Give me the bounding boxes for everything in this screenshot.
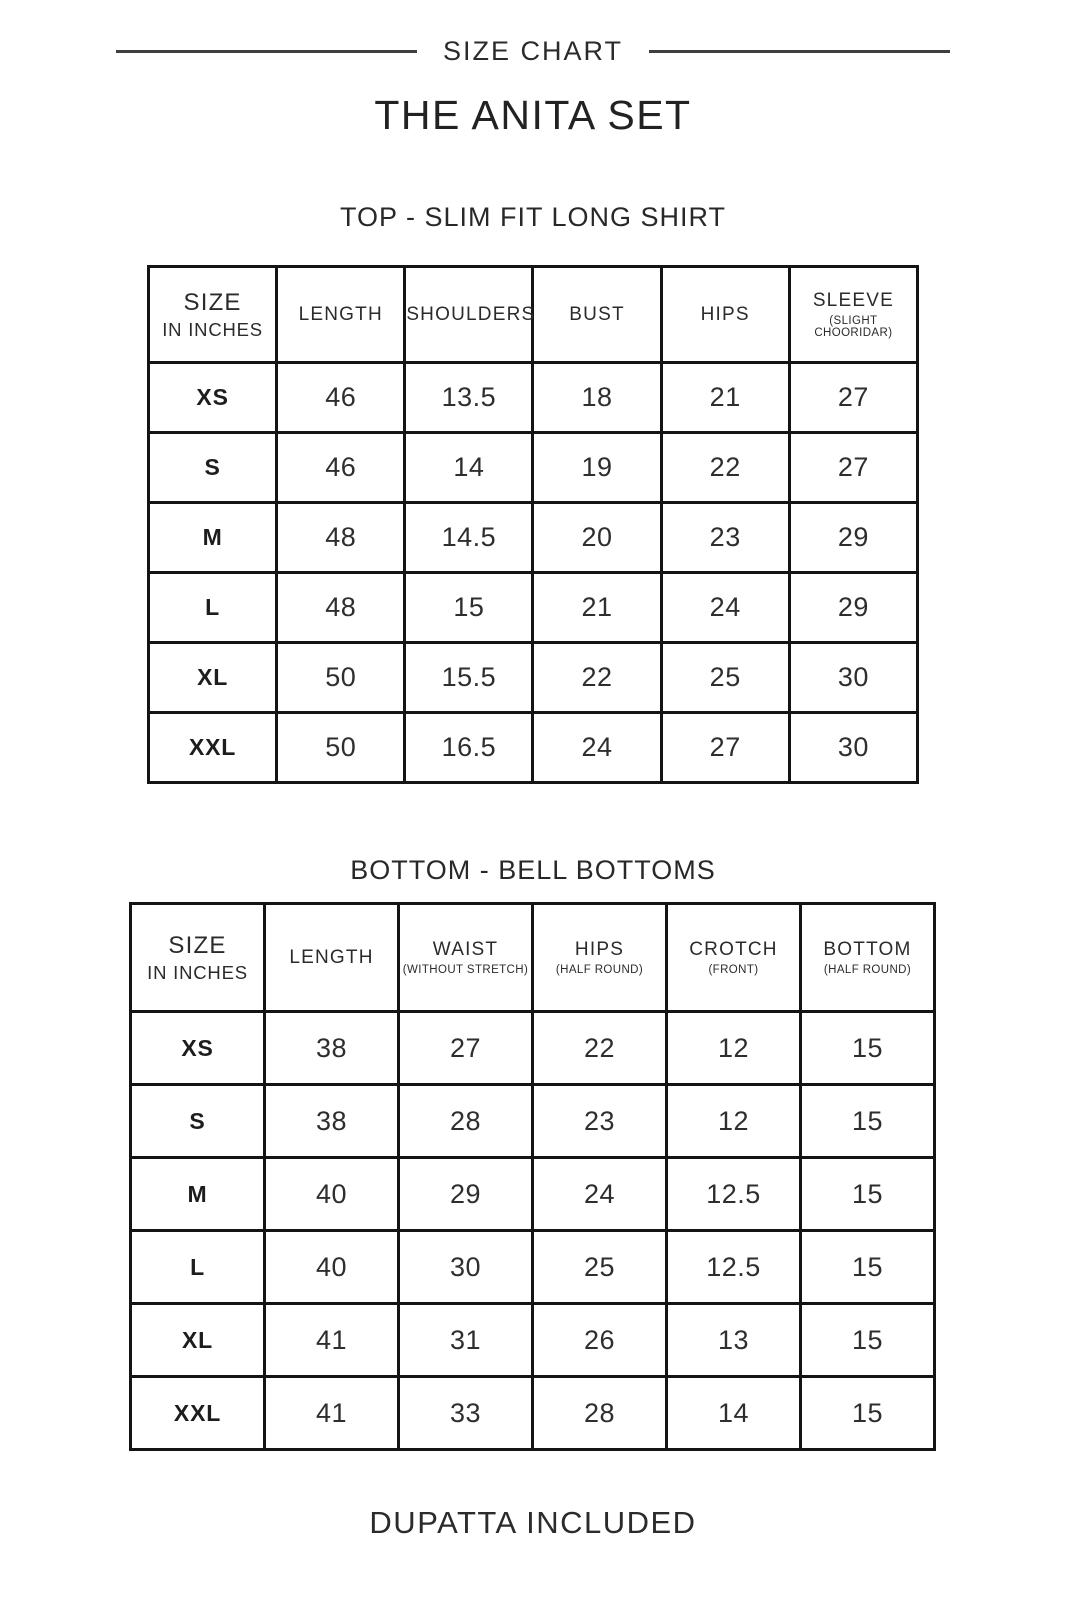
size-cell: M xyxy=(131,1158,265,1231)
measurement-cell: 38 xyxy=(265,1085,399,1158)
size-cell: XL xyxy=(131,1304,265,1377)
col-header-sublabel: IN INCHES xyxy=(147,961,248,983)
top-size-table xyxy=(147,265,919,784)
col-header-label: SHOULDERS xyxy=(406,303,536,325)
size-chart-label: SIZE CHART xyxy=(442,36,624,66)
measurement-cell: 20 xyxy=(533,503,661,573)
col-header-bottom xyxy=(801,904,935,1012)
measurement-cell: 27 xyxy=(661,713,789,783)
measurement-cell: 23 xyxy=(533,1085,667,1158)
measurement-cell: 30 xyxy=(789,713,917,783)
top-table-header xyxy=(149,267,918,363)
measurement-cell: 29 xyxy=(789,503,917,573)
measurement-cell: 50 xyxy=(277,713,405,783)
size-cell: XXL xyxy=(149,713,277,783)
col-header-label: SLEEVE xyxy=(812,290,894,311)
table-row-m xyxy=(131,1158,935,1231)
col-header-sublabel: (SLIGHT CHOORIDAR) xyxy=(814,315,893,339)
bottom-table-header xyxy=(131,904,935,1012)
measurement-cell: 30 xyxy=(789,643,917,713)
size-cell: XS xyxy=(131,1012,265,1085)
measurement-cell: 41 xyxy=(265,1304,399,1377)
col-header-sublabel: IN INCHES xyxy=(162,318,263,340)
measurement-cell: 22 xyxy=(533,1012,667,1085)
col-header-sublabel: (FRONT) xyxy=(708,964,759,976)
measurement-cell: 24 xyxy=(533,713,661,783)
measurement-cell: 22 xyxy=(533,643,661,713)
table-row-m xyxy=(149,503,918,573)
bottom-section-title: BOTTOM - BELL BOTTOMS xyxy=(350,855,716,885)
col-header-size xyxy=(149,267,277,363)
size-cell: L xyxy=(149,573,277,643)
measurement-cell: 27 xyxy=(399,1012,533,1085)
size-cell: XS xyxy=(149,363,277,433)
table-row-xxl xyxy=(131,1377,935,1450)
measurement-cell: 27 xyxy=(789,363,917,433)
measurement-cell: 29 xyxy=(789,573,917,643)
col-header-label: CROTCH xyxy=(689,939,778,960)
top-section-title: TOP - SLIM FIT LONG SHIRT xyxy=(339,202,727,232)
measurement-cell: 15 xyxy=(801,1304,935,1377)
col-header-label: BOTTOM xyxy=(823,939,912,960)
col-header-sublabel: (HALF ROUND) xyxy=(823,964,912,976)
measurement-cell: 46 xyxy=(277,433,405,503)
measurement-cell: 12 xyxy=(667,1085,801,1158)
col-header-label: SIZE xyxy=(168,931,227,959)
measurement-cell: 28 xyxy=(399,1085,533,1158)
col-header-crotch xyxy=(667,904,801,1012)
col-header-label: HIPS xyxy=(574,939,625,960)
size-cell: XL xyxy=(149,643,277,713)
col-header-label: HIPS xyxy=(700,303,750,325)
table-row-xxl xyxy=(149,713,918,783)
measurement-cell: 15 xyxy=(801,1158,935,1231)
measurement-cell: 12.5 xyxy=(667,1158,801,1231)
col-header-length xyxy=(265,904,399,1012)
measurement-cell: 15 xyxy=(801,1085,935,1158)
col-header-size xyxy=(131,904,265,1012)
measurement-cell: 41 xyxy=(265,1377,399,1450)
table-row-xs xyxy=(149,363,918,433)
size-cell: S xyxy=(131,1085,265,1158)
col-header-label: LENGTH xyxy=(289,946,374,968)
measurement-cell: 14 xyxy=(405,433,533,503)
header-rule-right xyxy=(649,50,950,53)
bottom-size-table xyxy=(129,902,936,1451)
measurement-cell: 15 xyxy=(801,1012,935,1085)
col-header-sublabel: (WITHOUT STRETCH) xyxy=(402,964,529,976)
table-row-xs xyxy=(131,1012,935,1085)
measurement-cell: 26 xyxy=(533,1304,667,1377)
measurement-cell: 31 xyxy=(399,1304,533,1377)
measurement-cell: 22 xyxy=(661,433,789,503)
header-rule-left xyxy=(116,50,417,53)
measurement-cell: 28 xyxy=(533,1377,667,1450)
product-title: THE ANITA SET xyxy=(374,92,692,138)
measurement-cell: 13.5 xyxy=(405,363,533,433)
table-row-xl xyxy=(149,643,918,713)
table-row-s xyxy=(149,433,918,503)
measurement-cell: 15 xyxy=(801,1377,935,1450)
measurement-cell: 14.5 xyxy=(405,503,533,573)
size-chart-header xyxy=(116,36,950,67)
measurement-cell: 25 xyxy=(661,643,789,713)
measurement-cell: 27 xyxy=(789,433,917,503)
table-row-xl xyxy=(131,1304,935,1377)
table-header-row xyxy=(149,267,918,363)
table-row-l xyxy=(131,1231,935,1304)
measurement-cell: 24 xyxy=(661,573,789,643)
dupatta-note: DUPATTA INCLUDED xyxy=(369,1505,697,1540)
size-cell: M xyxy=(149,503,277,573)
measurement-cell: 40 xyxy=(265,1158,399,1231)
measurement-cell: 24 xyxy=(533,1158,667,1231)
size-cell: L xyxy=(131,1231,265,1304)
measurement-cell: 19 xyxy=(533,433,661,503)
measurement-cell: 25 xyxy=(533,1231,667,1304)
measurement-cell: 16.5 xyxy=(405,713,533,783)
measurement-cell: 18 xyxy=(533,363,661,433)
measurement-cell: 50 xyxy=(277,643,405,713)
table-header-row xyxy=(131,904,935,1012)
measurement-cell: 12.5 xyxy=(667,1231,801,1304)
measurement-cell: 15.5 xyxy=(405,643,533,713)
col-header-label: SIZE xyxy=(183,288,242,316)
measurement-cell: 33 xyxy=(399,1377,533,1450)
col-header-sublabel: (HALF ROUND) xyxy=(555,964,644,976)
measurement-cell: 15 xyxy=(801,1231,935,1304)
measurement-cell: 21 xyxy=(661,363,789,433)
col-header-label: LENGTH xyxy=(298,303,383,325)
col-header-waist xyxy=(399,904,533,1012)
top-table-body xyxy=(149,363,918,783)
measurement-cell: 14 xyxy=(667,1377,801,1450)
table-row-l xyxy=(149,573,918,643)
measurement-cell: 46 xyxy=(277,363,405,433)
bottom-table-body xyxy=(131,1012,935,1450)
col-header-hips xyxy=(661,267,789,363)
measurement-cell: 38 xyxy=(265,1012,399,1085)
measurement-cell: 12 xyxy=(667,1012,801,1085)
col-header-hips xyxy=(533,904,667,1012)
col-header-label: WAIST xyxy=(432,939,499,960)
measurement-cell: 15 xyxy=(405,573,533,643)
measurement-cell: 48 xyxy=(277,573,405,643)
col-header-label: BUST xyxy=(569,303,625,325)
measurement-cell: 13 xyxy=(667,1304,801,1377)
measurement-cell: 48 xyxy=(277,503,405,573)
measurement-cell: 30 xyxy=(399,1231,533,1304)
measurement-cell: 40 xyxy=(265,1231,399,1304)
size-cell: XXL xyxy=(131,1377,265,1450)
measurement-cell: 23 xyxy=(661,503,789,573)
col-header-length xyxy=(277,267,405,363)
table-row-s xyxy=(131,1085,935,1158)
measurement-cell: 29 xyxy=(399,1158,533,1231)
col-header-bust xyxy=(533,267,661,363)
measurement-cell: 21 xyxy=(533,573,661,643)
col-header-sleeve xyxy=(789,267,917,363)
col-header-shoulders xyxy=(405,267,536,363)
size-cell: S xyxy=(149,433,277,503)
